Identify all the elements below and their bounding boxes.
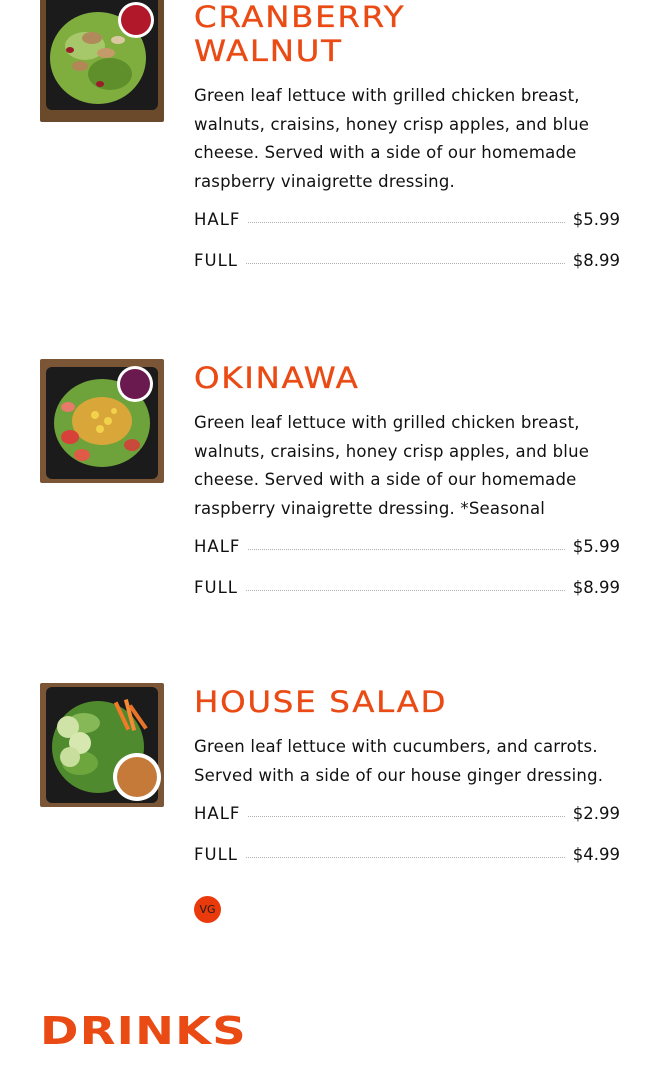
price-row-full	[194, 578, 620, 619]
price-label: FULL	[194, 845, 238, 865]
price-row-full	[194, 845, 620, 886]
price-list	[194, 537, 620, 619]
salad-photo-icon	[40, 683, 164, 807]
dotted-leader	[246, 263, 565, 264]
price-value: $8.99	[572, 578, 620, 598]
dotted-leader	[248, 549, 564, 550]
item-title	[194, 0, 620, 68]
item-title: HOUSE SALAD	[194, 685, 448, 719]
item-title-line2: WALNUT	[194, 34, 343, 68]
price-value: $4.99	[572, 845, 620, 865]
price-value: $2.99	[572, 804, 620, 824]
price-value: $8.99	[572, 251, 620, 271]
section-title-drinks: DRINKS	[40, 1009, 247, 1053]
price-row-half	[194, 537, 620, 578]
vegan-badge: VG	[194, 896, 221, 923]
price-list	[194, 804, 620, 886]
price-row-half	[194, 804, 620, 845]
salad-photo-icon	[40, 0, 164, 122]
price-value: $5.99	[572, 537, 620, 557]
price-value: $5.99	[572, 210, 620, 230]
okinawa-salad-image	[40, 359, 164, 483]
dotted-leader	[246, 590, 565, 591]
salad-photo-icon	[40, 359, 164, 483]
cranberry-walnut-salad-image	[40, 0, 164, 122]
item-description: Green leaf lettuce with cucumbers, and carrots. Served with a side of our house ginger dressing.	[194, 737, 604, 785]
price-list	[194, 210, 620, 292]
item-description: Green leaf lettuce with grilled chicken breast, walnuts, craisins, honey crisp apples, and blue cheese. Served with a side of our homemade raspberry vinaigrette dressing. *Seasonal	[194, 413, 590, 518]
item-title: OKINAWA	[194, 361, 360, 395]
price-label: HALF	[194, 804, 241, 824]
price-label: HALF	[194, 210, 241, 230]
house-salad-image	[40, 683, 164, 807]
dotted-leader	[246, 857, 565, 858]
price-label: FULL	[194, 251, 238, 271]
price-row-full	[194, 251, 620, 292]
item-description: Green leaf lettuce with grilled chicken breast, walnuts, craisins, honey crisp apples, and blue cheese. Served with a side of our homemade raspberry vinaigrette dressing.	[194, 86, 590, 191]
price-label: FULL	[194, 578, 238, 598]
okinawa-content	[194, 359, 620, 619]
house-salad-content	[194, 683, 620, 923]
dotted-leader	[248, 222, 564, 223]
price-row-half	[194, 210, 620, 251]
item-title-line1: CRANBERRY	[194, 0, 406, 34]
dotted-leader	[248, 816, 564, 817]
cranberry-walnut-content	[194, 0, 620, 292]
price-label: HALF	[194, 537, 241, 557]
